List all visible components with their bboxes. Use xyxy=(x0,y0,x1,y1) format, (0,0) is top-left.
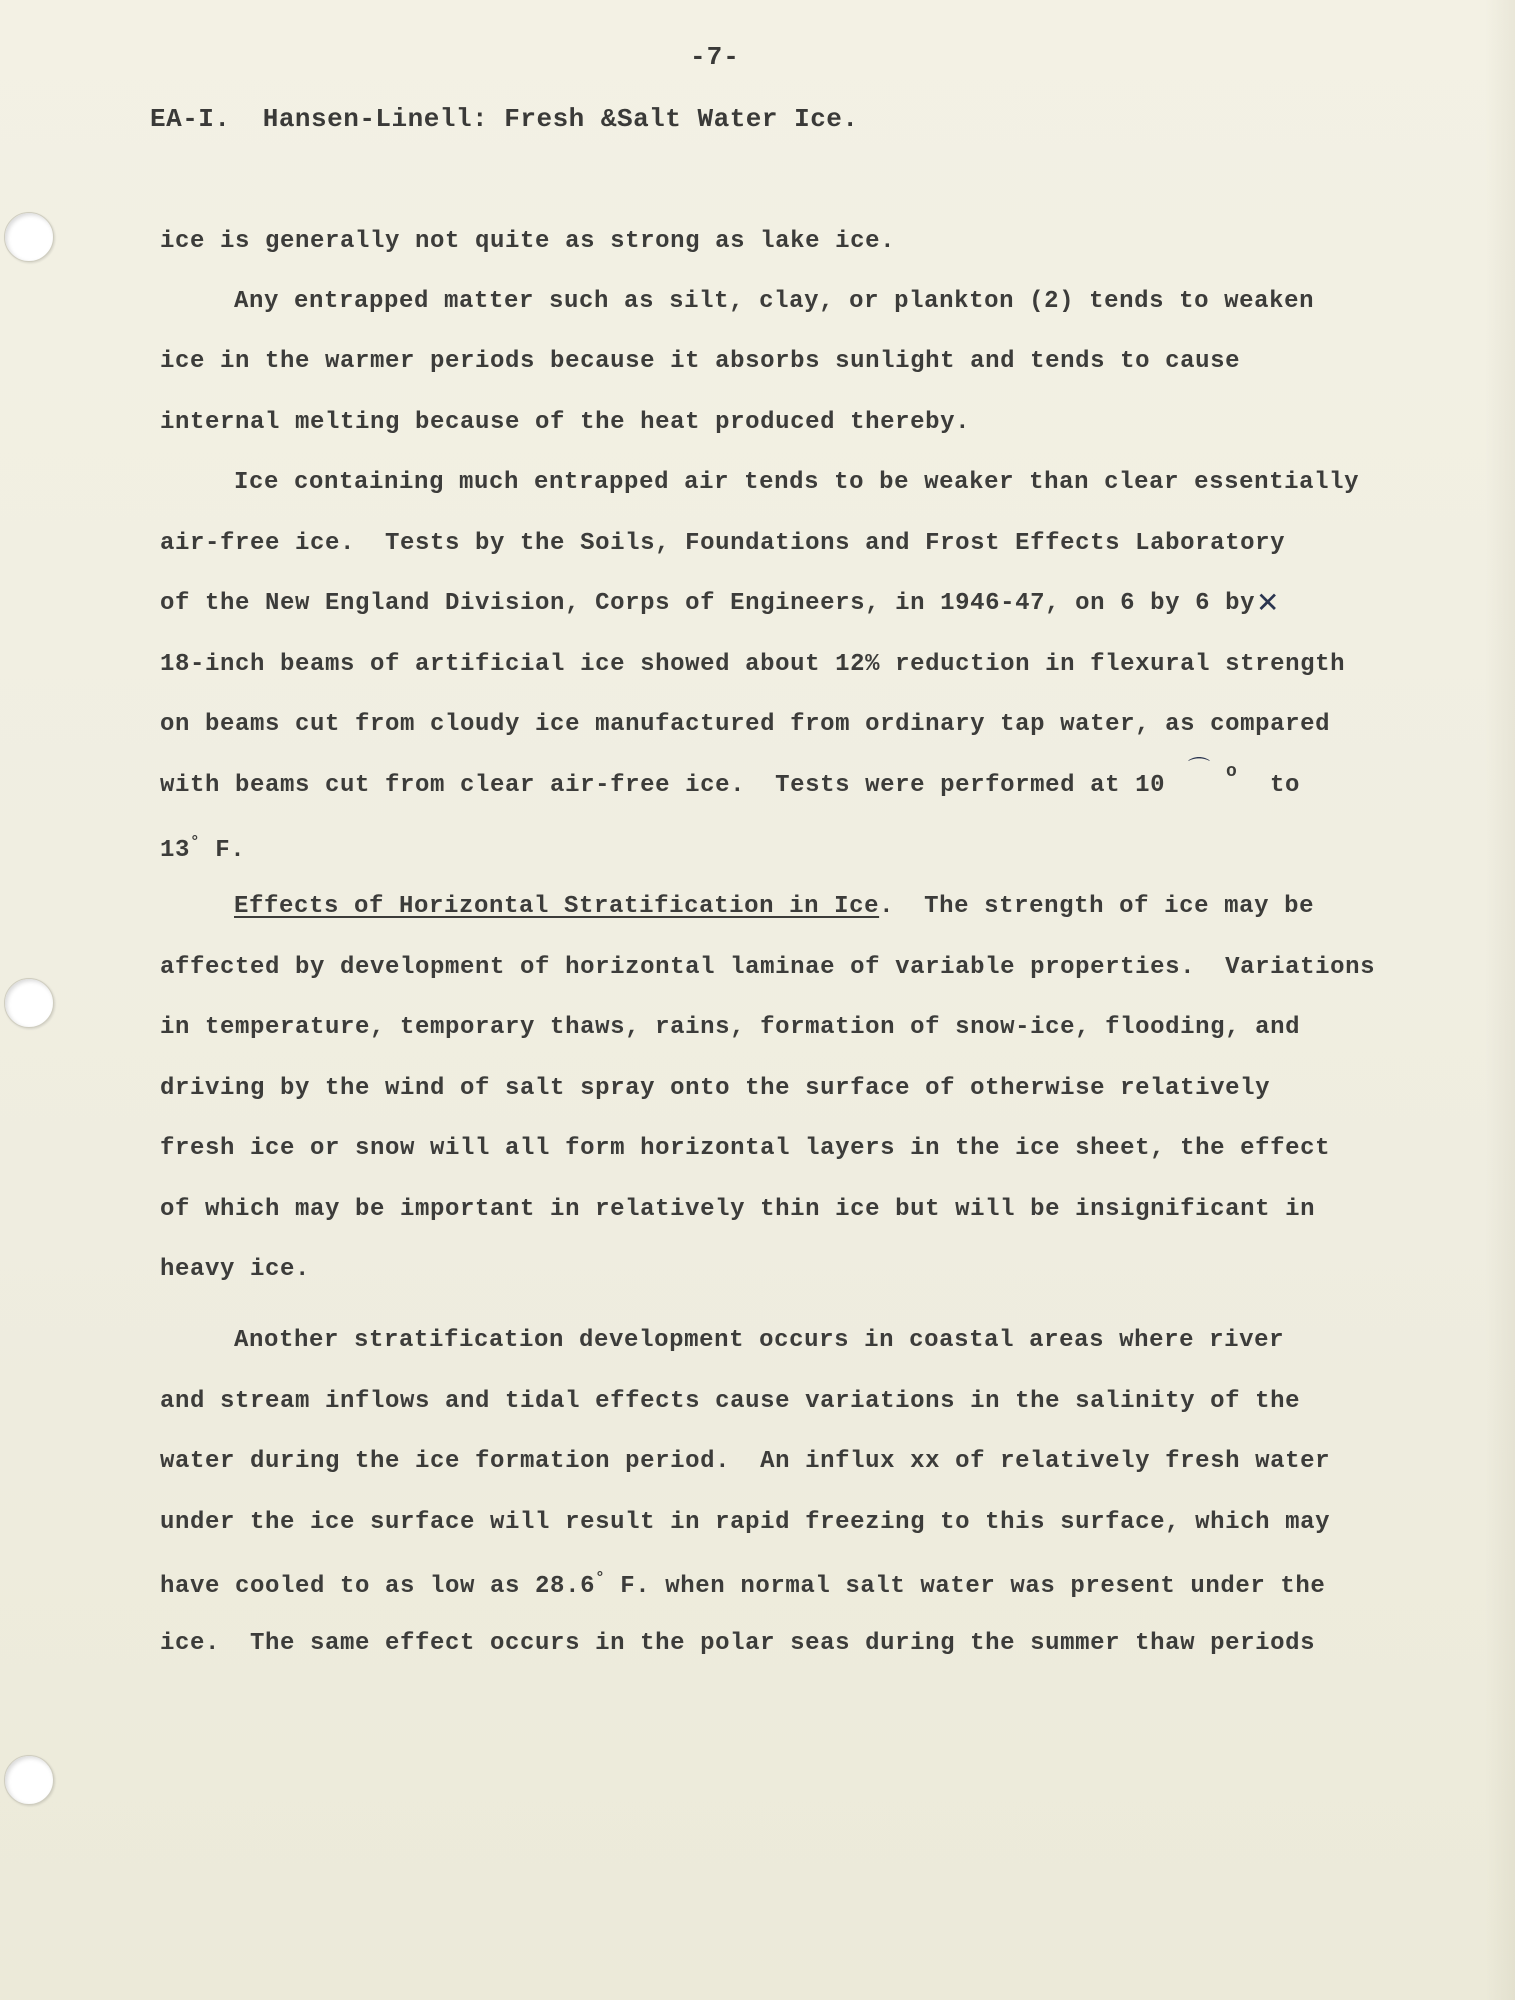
degree-sign-1: ° xyxy=(190,833,201,851)
punch-hole-middle xyxy=(4,978,54,1028)
p3-line-7: 13° F. xyxy=(160,833,246,864)
p4-line-5: fresh ice or snow will all form horizontal layers in the ice sheet, the effect xyxy=(160,1135,1331,1162)
handwritten-strikeout-mark: ✕ xyxy=(1256,586,1280,619)
punch-hole-top xyxy=(4,212,54,262)
p3-line-4: 18-inch beams of artificial ice showed about 12% reduction in flexural strength xyxy=(160,651,1346,678)
degree-sign-2: ° xyxy=(595,1569,606,1587)
p4-line-6: of which may be important in relatively thin ice but will be insignificant in xyxy=(160,1196,1316,1223)
p3-line-3: of the New England Division, Corps of Engineers, in 1946-47, on 6 by 6 by xyxy=(160,590,1256,617)
p2-line-3: internal melting because of the heat produced thereby. xyxy=(160,409,971,436)
p4-line-2: affected by development of horizontal laminae of variable properties. Variations xyxy=(160,954,1376,981)
p3-line-6-to: to xyxy=(1270,772,1301,799)
p2-line-1: Any entrapped matter such as silt, clay, or plankton (2) tends to weaken xyxy=(234,288,1315,315)
p5-line-4: under the ice surface will result in rapid freezing to this surface, which may xyxy=(160,1509,1331,1536)
running-header: EA-I. Hansen-Linell: Fresh &Salt Water Ice. xyxy=(150,104,859,134)
degree-superscript-1: o xyxy=(1226,762,1238,782)
p4-line-1: Effects of Horizontal Stratification in Ice. The strength of ice may be xyxy=(234,893,1315,920)
p5-line-1: Another stratification development occurs in coastal areas where river xyxy=(234,1327,1285,1354)
p2-line-2: ice in the warmer periods because it absorbs sunlight and tends to cause xyxy=(160,348,1241,375)
p4-line-3: in temperature, temporary thaws, rains, formation of snow-ice, flooding, and xyxy=(160,1014,1301,1041)
p4-line-4: driving by the wind of salt spray onto the surface of otherwise relatively xyxy=(160,1075,1271,1102)
section-heading-stratification: Effects of Horizontal Stratification in Ice xyxy=(234,893,880,920)
p1-line-1: ice is generally not quite as strong as lake ice. xyxy=(160,228,896,255)
p3-line-6: with beams cut from clear air-free ice. Tests were performed at 10 xyxy=(160,772,1166,799)
punch-hole-bottom xyxy=(4,1755,54,1805)
p3-line-1: Ice containing much entrapped air tends to be weaker than clear essentially xyxy=(234,469,1360,496)
p3-line-5: on beams cut from cloudy ice manufactured from ordinary tap water, as compared xyxy=(160,711,1331,738)
p5-line-6: ice. The same effect occurs in the polar seas during the summer thaw periods xyxy=(160,1630,1316,1657)
p5-line-3: water during the ice formation period. An influx xx of relatively fresh water xyxy=(160,1448,1331,1475)
p3-line-2: air-free ice. Tests by the Soils, Foundations and Frost Effects Laboratory xyxy=(160,530,1286,557)
p4-line-7: heavy ice. xyxy=(160,1256,311,1283)
p5-line-5: have cooled to as low as 28.6° F. when normal salt water was present under the xyxy=(160,1569,1326,1600)
page-number: -7- xyxy=(690,42,740,72)
paper-edge-shade xyxy=(1485,0,1515,2000)
p5-line-2: and stream inflows and tidal effects cause variations in the salinity of the xyxy=(160,1388,1301,1415)
handwritten-caret-mark: ⌒ xyxy=(1188,757,1211,782)
